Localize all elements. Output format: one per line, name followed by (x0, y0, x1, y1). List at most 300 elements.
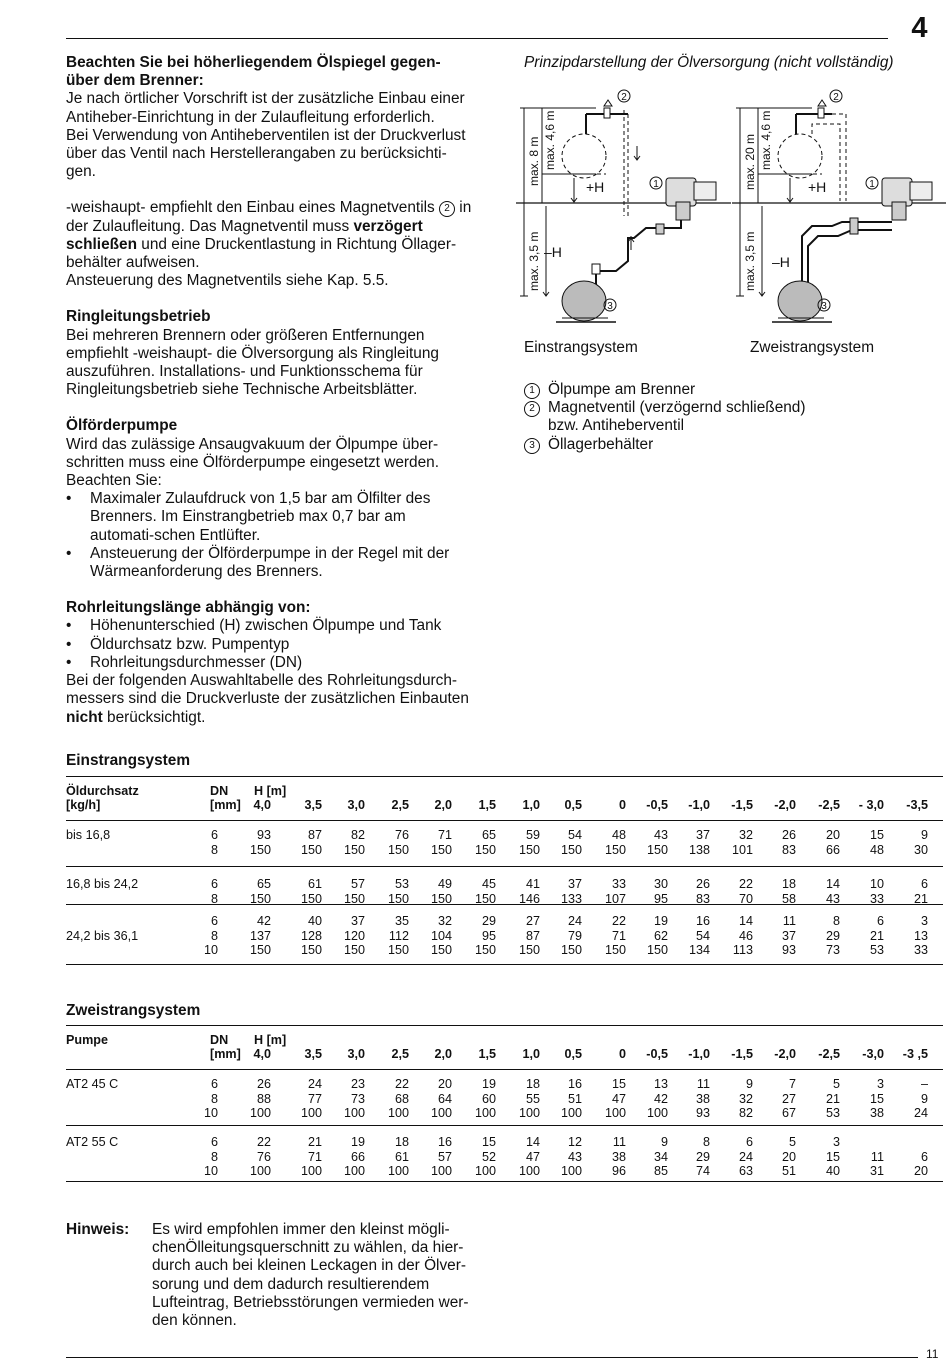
table-cell: 11 (782, 914, 796, 928)
table-cell: 45 (481, 877, 496, 891)
table-cell: 128 (300, 928, 322, 943)
callout-number: 3 (607, 301, 613, 312)
table-cell: 37 (695, 828, 710, 842)
table-cell: 82 (350, 828, 365, 842)
table-cell: 29 (481, 914, 496, 928)
table-cell: 150 (343, 943, 365, 957)
table-cell: 46 (738, 928, 753, 943)
list-item: • Höhenunterschied (H) zwischen Ölpumpe und Tank (66, 617, 491, 635)
section-heading-pipe-length: Rohrleitungslänge abhängig von: (66, 599, 311, 617)
table-cell: 22 (738, 877, 753, 891)
table-cell: 11 (612, 1135, 626, 1149)
dn-value: 8 (210, 1149, 218, 1164)
table-cell: 58 (781, 891, 796, 906)
table-cell: – (920, 1077, 928, 1091)
table-cell: 21 (869, 928, 884, 943)
paragraph-line: Ringleitungsbetrieb siehe Technische Arbeitsblätter. (66, 381, 418, 399)
column-header: 0 (618, 798, 626, 812)
table-cell: 34 (653, 1149, 668, 1164)
paragraph-line: schritten muss eine Ölförderpumpe eingesetzt werden. (66, 453, 439, 471)
section-heading-feed-pump: Ölförderpumpe (66, 417, 178, 435)
table-cell: 51 (567, 1091, 582, 1106)
column-header: [mm] (210, 798, 241, 812)
column-header: 2,5 (391, 798, 409, 812)
table-cell: 150 (300, 842, 322, 857)
table-cell: 22 (394, 1077, 409, 1091)
dimension-label: max. 20 m (743, 133, 757, 190)
list-item: • Öldurchsatz bzw. Pumpentyp (66, 636, 491, 654)
table-rule (66, 866, 943, 867)
table-cell: 18 (394, 1135, 409, 1149)
section-heading-oil-level: Beachten Sie bei höherliegendem Ölspiegel gegen- über dem Brenner: (66, 54, 441, 90)
table-cell: 100 (474, 1164, 496, 1178)
table-cell: 48 (869, 842, 884, 857)
note-line: Lufteintrag, Betriebsstörungen vermieden wer- (152, 1293, 469, 1311)
callout-number: 2 (439, 201, 455, 217)
table-cell: 71 (437, 828, 452, 842)
row-label: bis 16,8 (66, 828, 111, 842)
table-cell: 150 (646, 842, 668, 857)
column-header: -2,5 (818, 798, 840, 812)
paragraph-text: -weishaupt- empfiehlt den Einbau eines Magnetventils (66, 199, 440, 217)
table-cell: 19 (481, 1077, 496, 1091)
table-cell: 24 (307, 1077, 322, 1091)
table-title-single: Einstrangsystem (66, 752, 191, 769)
paragraph-line: Wird das zulässige Ansaugvakuum der Ölpumpe über- (66, 435, 439, 453)
callout-number: 3 (821, 301, 827, 312)
table-cell: 5 (788, 1135, 796, 1149)
paragraph-line: Je nach örtlicher Vorschrift ist der zusätzliche Einbau einer (66, 90, 465, 108)
row-label: 24,2 bis 36,1 (66, 928, 139, 943)
emphasis-text: verzögert schließen (66, 217, 423, 253)
column-header: 3,0 (347, 1047, 365, 1061)
table-cell: 73 (350, 1091, 365, 1106)
table-rule (66, 820, 943, 821)
table-cell: 11 (696, 1077, 710, 1091)
table-cell: 22 (256, 1135, 271, 1149)
table-cell: 33 (611, 877, 626, 891)
legend-text: bzw. Antiheberventil (548, 417, 685, 435)
table-cell: 14 (525, 1135, 540, 1149)
page-number: 11 (926, 1347, 939, 1361)
column-header: 3,0 (347, 798, 365, 812)
table-cell: 40 (307, 914, 322, 928)
table-cell: 76 (256, 1149, 271, 1164)
table-cell: 100 (518, 1164, 540, 1178)
callout-number: 1 (524, 383, 540, 399)
column-header: -2,0 (774, 798, 796, 812)
table-cell: 20 (825, 828, 840, 842)
table-cell: 54 (695, 928, 710, 943)
table-cell: 38 (611, 1149, 626, 1164)
column-header: - 3,0 (858, 798, 884, 812)
column-header: -2,0 (774, 1047, 796, 1061)
height-plus-label: +H (586, 179, 605, 195)
table-cell: 100 (560, 1164, 582, 1178)
table-cell: 31 (869, 1164, 884, 1178)
table-cell: 3 (920, 914, 928, 928)
table-cell: 48 (611, 828, 626, 842)
column-header: 2,5 (391, 1047, 409, 1061)
table-cell: 60 (481, 1091, 496, 1106)
paragraph-line: empfiehlt -weishaupt- die Ölversorgung als Ringleitung (66, 344, 439, 362)
table-cell: 6 (920, 1149, 928, 1164)
callout-number: 3 (524, 438, 540, 454)
dn-value: 10 (203, 1164, 218, 1178)
table-cell: 42 (256, 914, 271, 928)
table-cell: 93 (695, 1106, 710, 1120)
column-header: -3,0 (862, 1047, 884, 1061)
table-title-double: Zweistrangsystem (66, 1002, 201, 1019)
table-cell: 65 (256, 877, 271, 891)
table-cell: 113 (732, 943, 753, 957)
table-cell: 8 (702, 1135, 710, 1149)
table-cell: 32 (738, 1091, 753, 1106)
table-cell: 100 (300, 1106, 322, 1120)
table-cell: 9 (920, 828, 928, 842)
table-cell: 42 (653, 1091, 668, 1106)
legend-item (524, 381, 806, 399)
table-cell: 64 (437, 1091, 452, 1106)
table-cell: 47 (525, 1149, 540, 1164)
dn-value: 10 (203, 1106, 218, 1120)
table-cell: 100 (387, 1164, 409, 1178)
table-cell: 20 (781, 1149, 796, 1164)
paragraph-line: Bei Verwendung von Antiheberventilen ist der Druckverlust (66, 126, 466, 144)
table-cell: 70 (738, 891, 753, 906)
dimension-label: max. 8 m (527, 136, 541, 186)
note-line: durch auch bei kleinen Leckagen in der Ölver- (152, 1257, 466, 1275)
table-cell: 100 (249, 1164, 271, 1178)
table-rule (66, 1125, 943, 1126)
table-cell: 13 (653, 1077, 668, 1091)
table-cell: 95 (481, 928, 496, 943)
table-cell: 96 (611, 1164, 626, 1178)
oil-supply-diagram (516, 86, 946, 336)
table-cell: 67 (781, 1106, 796, 1120)
table-cell: 66 (350, 1149, 365, 1164)
paragraph-line: Beachten Sie: (66, 472, 162, 490)
table-cell: 150 (387, 891, 409, 906)
table-cell: 100 (249, 1106, 271, 1120)
column-header: 4,0 (253, 1047, 271, 1061)
table-cell: 150 (249, 943, 271, 957)
list-item: • Ansteuerung der Ölförderpumpe in der Regel mit der Wärmeanforderung des Brenners. (66, 545, 466, 581)
table-cell: 63 (738, 1164, 753, 1178)
table-cell: 29 (695, 1149, 710, 1164)
table-cell: 133 (560, 891, 582, 906)
table-cell: 37 (781, 928, 796, 943)
paragraph-line: Bei mehreren Brennern oder größeren Entfernungen (66, 326, 425, 344)
table-cell: 35 (394, 914, 409, 928)
dimension-label: max. 3,5 m (527, 231, 541, 291)
height-minus-label: –H (772, 254, 790, 270)
legend-text: Öllagerbehälter (548, 435, 654, 453)
column-header: H [m] (254, 1033, 287, 1047)
column-header: -0,5 (646, 798, 668, 812)
note-line: sorung und dem dadurch resultierendem (152, 1275, 430, 1293)
table-cell: 15 (481, 1135, 496, 1149)
table-cell: 32 (437, 914, 452, 928)
table-cell: 15 (869, 1091, 884, 1106)
table-cell: 137 (249, 928, 271, 943)
note-text (152, 1221, 492, 1330)
table-cell: 10 (869, 877, 884, 891)
system-label-double: Zweistrangsystem (750, 339, 875, 356)
column-header: -3 ,5 (902, 1047, 928, 1061)
header-rule (66, 38, 888, 39)
table-cell: 74 (695, 1164, 710, 1178)
column-header: 0,5 (564, 798, 582, 812)
list-item: • Maximaler Zulaufdruck von 1,5 bar am Ölfilter des Brenners. Im Einstrangbetrieb max 0,7 bar am automati-schen Entlüfter. (66, 490, 466, 545)
note-line: Es wird empfohlen immer den kleinst mögli- (152, 1221, 450, 1238)
column-header: H [m] (254, 784, 287, 798)
table-cell: 79 (567, 928, 582, 943)
table-cell: 100 (604, 1106, 626, 1120)
paragraph-line: über das Ventil nach Herstellerangaben zu berücksichti- (66, 145, 447, 163)
table-cell: 54 (567, 828, 582, 842)
table-cell: 101 (731, 842, 753, 857)
row-label: 16,8 bis 24,2 (66, 877, 139, 891)
paragraph-pipe-table (66, 672, 486, 727)
column-header: 2,0 (434, 1047, 452, 1061)
column-header: -0,5 (646, 1047, 668, 1061)
table-cell: 146 (518, 891, 540, 906)
table-cell: 150 (560, 943, 582, 957)
column-header: 1,5 (478, 798, 496, 812)
column-header: 3,5 (304, 798, 322, 812)
table-cell: 3 (832, 1135, 840, 1149)
table-cell: 21 (913, 891, 928, 906)
paragraph-text: Bei der folgenden Auswahltabelle des Rohrleitungsdurch-messers sind die Druckverluste der zusätzlichen Einbauten (66, 672, 469, 708)
table-cell: 150 (387, 842, 409, 857)
table-cell: 51 (781, 1164, 796, 1178)
table-cell: 83 (781, 842, 796, 857)
table-cell: 14 (825, 877, 840, 891)
table-cell: 57 (437, 1149, 452, 1164)
table-cell: 150 (518, 943, 540, 957)
paragraph-line: gen. (66, 163, 96, 181)
dimension-label: max. 4,6 m (759, 110, 773, 170)
table-cell: 20 (437, 1077, 452, 1091)
table-cell: 49 (437, 877, 452, 891)
table-cell: 9 (920, 1091, 928, 1106)
dn-value: 8 (210, 842, 218, 857)
table-cell: 29 (825, 928, 840, 943)
table-cell: 150 (604, 842, 626, 857)
table-cell: 57 (350, 877, 365, 891)
table-cell: 5 (832, 1077, 840, 1091)
table-cell: 85 (653, 1164, 668, 1178)
table-cell: 15 (611, 1077, 626, 1091)
table-cell: 9 (745, 1077, 753, 1091)
table-cell: 82 (738, 1106, 753, 1120)
table-cell: 43 (567, 1149, 582, 1164)
dn-value: 6 (210, 828, 218, 842)
column-header: Öldurchsatz (66, 784, 139, 798)
table-cell: 33 (869, 891, 884, 906)
column-header: 1,0 (522, 1047, 540, 1061)
table-two-line (66, 1025, 943, 1195)
emphasis-text: nicht (66, 708, 103, 726)
table-cell: 61 (307, 877, 322, 891)
legend-item (524, 436, 806, 454)
table-cell: 100 (560, 1106, 582, 1120)
table-cell: 138 (688, 842, 710, 857)
table-cell: 73 (825, 943, 840, 957)
column-header: -2,5 (818, 1047, 840, 1061)
table-cell: 150 (430, 943, 452, 957)
table-cell: 150 (343, 842, 365, 857)
column-header: -1,5 (731, 798, 753, 812)
dn-value: 8 (210, 928, 218, 943)
table-cell: 107 (604, 891, 626, 906)
table-cell: 87 (307, 828, 322, 842)
table-cell: 134 (688, 943, 710, 957)
note-label: Hinweis: (66, 1221, 130, 1238)
footer-rule (66, 1357, 918, 1358)
chapter-number: 4 (895, 14, 944, 43)
paragraph-text: in der Zulaufleitung. Das Magnetventil muss (66, 199, 472, 235)
table-cell: 150 (604, 943, 626, 957)
table-cell: 6 (745, 1135, 753, 1149)
table-cell: 66 (825, 842, 840, 857)
dn-value: 8 (210, 1091, 218, 1106)
column-header: 0,5 (564, 1047, 582, 1061)
table-cell: 100 (387, 1106, 409, 1120)
column-header: -1,0 (688, 1047, 710, 1061)
table-cell: 150 (646, 943, 668, 957)
table-cell: 30 (653, 877, 668, 891)
table-cell: 150 (430, 842, 452, 857)
table-cell: 18 (525, 1077, 540, 1091)
table-cell: 150 (474, 891, 496, 906)
legend-item (524, 417, 806, 435)
table-cell: 61 (394, 1149, 409, 1164)
row-label: AT2 45 C (66, 1077, 119, 1091)
column-header: [mm] (210, 1047, 241, 1061)
table-cell: 15 (869, 828, 884, 842)
table-cell: 15 (825, 1149, 840, 1164)
column-header: 3,5 (304, 1047, 322, 1061)
table-rule (66, 1069, 943, 1070)
table-cell: 20 (913, 1164, 928, 1178)
section-heading-ring-line: Ringleitungsbetrieb (66, 308, 211, 326)
column-header: 4,0 (253, 798, 271, 812)
table-cell: 16 (567, 1077, 582, 1091)
table-cell: 32 (738, 828, 753, 842)
table-cell: 43 (825, 891, 840, 906)
column-header: 1,0 (522, 798, 540, 812)
table-cell: 30 (913, 842, 928, 857)
paragraph-line: Ansteuerung des Magnetventils siehe Kap. 5.5. (66, 272, 389, 290)
table-cell: 37 (350, 914, 365, 928)
table-cell: 87 (525, 928, 540, 943)
table-single-line (66, 776, 943, 966)
table-cell: 88 (256, 1091, 271, 1106)
single-line-callouts (604, 90, 662, 311)
left-text-column (66, 54, 491, 727)
table-cell: 100 (343, 1106, 365, 1120)
table-cell: 150 (430, 891, 452, 906)
column-header: [kg/h] (66, 798, 101, 812)
dimension-label: max. 4,6 m (543, 110, 557, 170)
table-cell: 16 (437, 1135, 452, 1149)
legend-text: Ölpumpe am Brenner (548, 381, 696, 398)
table-cell: 26 (695, 877, 710, 891)
table-cell: 27 (525, 914, 540, 928)
dn-value: 6 (210, 1077, 218, 1091)
column-header: -3,5 (906, 798, 928, 812)
table-cell: 26 (781, 828, 796, 842)
height-minus-label: –H (544, 244, 562, 260)
table-cell: 68 (394, 1091, 409, 1106)
table-cell: 95 (653, 891, 668, 906)
table-cell: 100 (430, 1164, 452, 1178)
table-cell: 150 (300, 943, 322, 957)
column-header: -1,0 (688, 798, 710, 812)
table-cell: 150 (474, 842, 496, 857)
paragraph-text: und eine Druckentlastung in Richtung Öllager-behälter aufweisen. (66, 235, 457, 272)
table-rule (66, 1181, 943, 1182)
table-cell: 150 (249, 891, 271, 906)
table-cell: 38 (869, 1106, 884, 1120)
table-cell: 83 (695, 891, 710, 906)
table-cell: 100 (343, 1164, 365, 1178)
table-cell: 93 (256, 828, 271, 842)
table-cell: 104 (430, 928, 452, 943)
table-cell: 150 (387, 943, 409, 957)
table-cell: 19 (653, 914, 668, 928)
table-cell: 24 (738, 1149, 753, 1164)
height-plus-label: +H (808, 179, 827, 195)
table-cell: 93 (781, 943, 796, 957)
table-cell: 14 (738, 914, 753, 928)
table-cell: 120 (343, 928, 365, 943)
table-cell: 53 (825, 1106, 840, 1120)
callout-number: 2 (621, 92, 627, 103)
list-item: • Rohrleitungsdurchmesser (DN) (66, 654, 491, 672)
table-cell: 13 (913, 928, 928, 943)
table-cell: 11 (870, 1149, 884, 1164)
table-cell: 53 (394, 877, 409, 891)
table-cell: 26 (256, 1077, 271, 1091)
table-cell: 23 (350, 1077, 365, 1091)
bullet-list (66, 490, 466, 581)
column-header: DN (210, 784, 229, 798)
table-rule (66, 904, 943, 905)
row-label: AT2 55 C (66, 1135, 119, 1149)
table-cell: 150 (474, 943, 496, 957)
dn-value: 6 (210, 914, 218, 928)
table-cell: 52 (481, 1149, 496, 1164)
note-line: den können. (152, 1312, 237, 1330)
table-cell: 19 (350, 1135, 365, 1149)
table-cell: 100 (430, 1106, 452, 1120)
table-cell: 16 (695, 914, 710, 928)
table-rule (66, 776, 943, 777)
figure-legend (524, 381, 806, 454)
callout-number: 2 (524, 401, 540, 417)
dn-value: 6 (210, 877, 218, 891)
table-cell: 150 (560, 842, 582, 857)
table-cell: 8 (832, 914, 840, 928)
figure-title: Prinzipdarstellung der Ölversorgung (nicht vollständig) (524, 54, 894, 71)
table-cell: 47 (611, 1091, 626, 1106)
table-cell: 71 (307, 1149, 322, 1164)
table-cell: 71 (611, 928, 626, 943)
table-cell: 6 (876, 914, 884, 928)
